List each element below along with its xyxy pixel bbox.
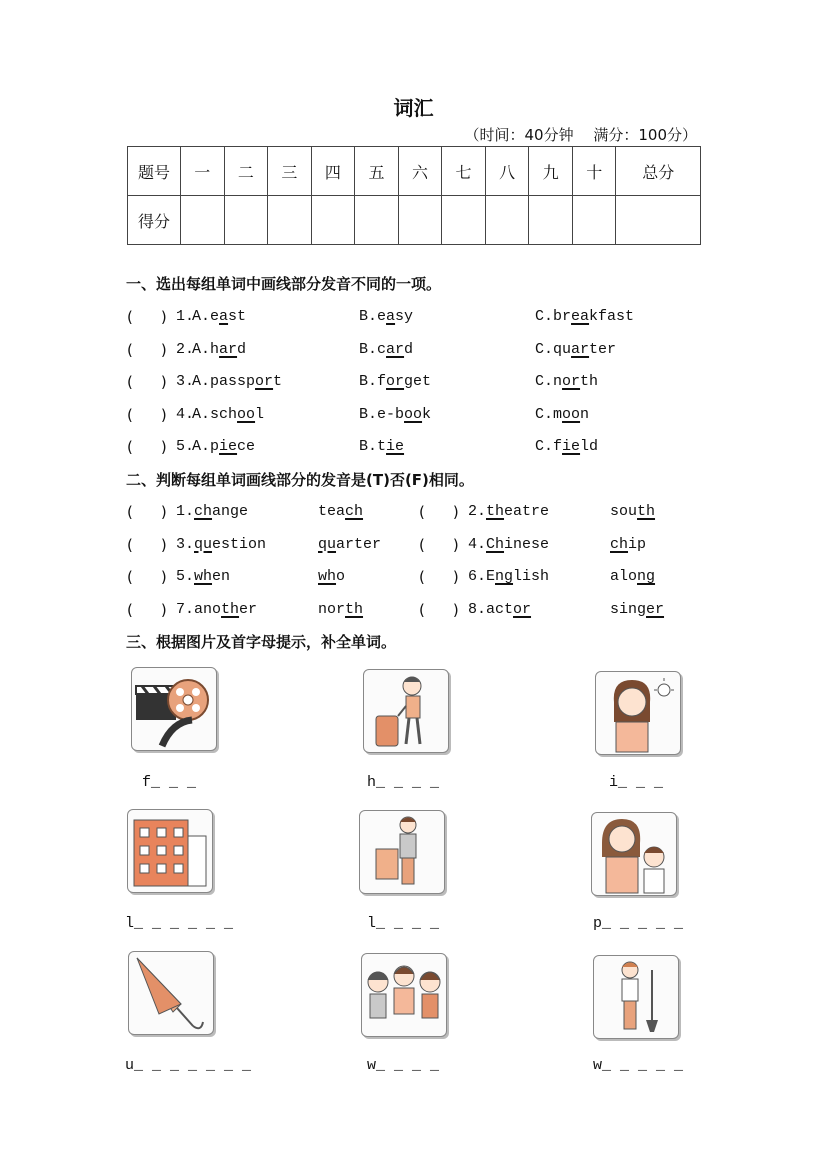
option-c xyxy=(535,438,598,455)
answer-blank[interactable] xyxy=(419,601,459,619)
item-number: 5. xyxy=(176,568,195,585)
underlined-part: er xyxy=(646,600,665,618)
word-part: t xyxy=(377,438,387,455)
paren-close: ) xyxy=(160,340,167,359)
word-2 xyxy=(318,503,363,520)
word-part: m xyxy=(553,405,563,423)
option-letter: C. xyxy=(535,308,554,325)
hint-5: l_ _ _ _ xyxy=(367,915,440,932)
paren-open: ( xyxy=(127,503,133,521)
underlined-part: oo xyxy=(237,405,256,423)
option-c xyxy=(535,341,616,358)
mother-and-child-icon xyxy=(591,812,677,896)
score-cell[interactable] xyxy=(268,196,312,245)
word-part: qu xyxy=(553,340,572,358)
paren-open: ( xyxy=(419,568,425,586)
underlined-part: ie xyxy=(386,438,405,455)
word-part: alo xyxy=(610,568,638,585)
option-letter: B. xyxy=(359,373,378,390)
score-cell[interactable] xyxy=(529,196,573,245)
underlined-part: ch xyxy=(610,535,629,553)
item-number: 3. xyxy=(176,373,195,390)
option-letter: B. xyxy=(359,438,378,455)
option-letter: C. xyxy=(535,340,554,358)
score-table-header-cell: 九 xyxy=(529,147,573,196)
paren-close: ) xyxy=(160,503,167,521)
score-table-score-row xyxy=(128,196,701,245)
word-part: inese xyxy=(504,535,550,553)
word-1 xyxy=(486,601,531,618)
word-part: er xyxy=(239,600,258,618)
option-letter: A. xyxy=(192,438,211,455)
item-number: 3. xyxy=(176,535,195,553)
word-part: c xyxy=(377,340,387,358)
word-part: sch xyxy=(210,405,238,423)
section1-heading: 一、选出每组单词中画线部分发音不同的一项。 xyxy=(126,275,442,293)
time-and-score-info: （时间：40分钟 满分：100分） xyxy=(464,126,697,144)
paren-open: ( xyxy=(127,308,133,326)
word-part: tea xyxy=(318,503,346,520)
word-part: sou xyxy=(610,503,638,520)
option-a xyxy=(192,438,255,455)
score-cell[interactable] xyxy=(311,196,355,245)
word-1 xyxy=(194,536,266,553)
option-letter: A. xyxy=(192,373,211,390)
option-b xyxy=(359,406,431,423)
option-c xyxy=(535,406,589,423)
section2-heading: 二、判断每组单词画线部分的发音是(T)否(F)相同。 xyxy=(126,471,474,489)
underlined-part: qu xyxy=(194,535,213,553)
option-letter: A. xyxy=(192,308,211,325)
word-1 xyxy=(486,536,549,553)
answer-blank[interactable] xyxy=(419,536,459,554)
underlined-part: ch xyxy=(345,503,364,520)
word-part: f xyxy=(553,438,563,455)
underlined-part: ar xyxy=(219,340,238,358)
hint-2: h_ _ _ _ xyxy=(367,774,440,791)
underlined-part: th xyxy=(345,600,364,618)
underlined-part: ar xyxy=(386,340,405,358)
word-part: d xyxy=(404,340,414,358)
paren-close: ) xyxy=(452,600,459,619)
item-number: 4. xyxy=(468,535,487,553)
paren-close: ) xyxy=(452,535,459,554)
word-part: ce xyxy=(237,438,256,455)
hint-4: l_ _ _ _ _ _ xyxy=(125,915,234,932)
word-part: ld xyxy=(580,438,599,455)
underlined-part: th xyxy=(486,503,505,520)
answer-blank[interactable] xyxy=(127,438,167,456)
word-1 xyxy=(486,568,549,585)
answer-blank[interactable] xyxy=(127,341,167,359)
answer-blank[interactable] xyxy=(127,308,167,326)
option-letter: C. xyxy=(535,438,554,455)
underlined-part: ie xyxy=(219,438,238,455)
word-part: t xyxy=(273,373,283,390)
hint-6: p_ _ _ _ _ xyxy=(593,915,684,932)
underlined-part: qu xyxy=(318,535,337,553)
word-part: lish xyxy=(513,568,550,585)
item-number: 8. xyxy=(468,600,487,618)
underlined-part: wh xyxy=(194,568,213,585)
word-part: kfast xyxy=(589,308,635,325)
answer-blank[interactable] xyxy=(127,536,167,554)
option-c xyxy=(535,308,634,325)
word-2 xyxy=(610,568,655,585)
answer-blank[interactable] xyxy=(127,601,167,619)
word-2 xyxy=(318,568,345,585)
option-letter: A. xyxy=(192,340,211,358)
score-cell[interactable] xyxy=(442,196,486,245)
paren-open: ( xyxy=(127,438,133,456)
word-1 xyxy=(194,568,230,585)
score-table-header-cell: 六 xyxy=(398,147,442,196)
word-2 xyxy=(610,601,664,618)
word-part: o xyxy=(336,568,346,585)
underlined-part: ea xyxy=(571,308,590,325)
word-part: l xyxy=(255,405,265,423)
word-part: ange xyxy=(212,503,249,520)
word-part: estion xyxy=(212,535,267,553)
answer-blank[interactable] xyxy=(127,503,167,521)
score-table xyxy=(127,146,701,245)
item-number: 1. xyxy=(176,308,195,325)
item-number: 2. xyxy=(176,340,195,358)
word-part: f xyxy=(377,373,387,390)
library-building-icon xyxy=(127,809,213,893)
word-1 xyxy=(194,601,257,618)
underlined-part: ie xyxy=(562,438,581,455)
word-part: nor xyxy=(318,600,346,618)
paren-close: ) xyxy=(160,568,167,586)
option-a xyxy=(192,373,282,390)
word-part: en xyxy=(212,568,231,585)
underlined-part: th xyxy=(221,600,240,618)
score-cell[interactable] xyxy=(616,196,701,245)
word-part: th xyxy=(580,373,599,390)
three-girls-icon xyxy=(361,953,447,1037)
option-letter: B. xyxy=(359,308,378,325)
word-2 xyxy=(610,536,646,553)
word-part: e xyxy=(377,308,387,325)
score-table-header-cell: 八 xyxy=(485,147,529,196)
umbrella-icon xyxy=(128,951,214,1035)
option-letter: B. xyxy=(359,340,378,358)
word-part: p xyxy=(210,438,220,455)
option-a xyxy=(192,308,246,325)
paren-close: ) xyxy=(160,535,167,554)
underlined-part: ar xyxy=(571,340,590,358)
option-a xyxy=(192,341,246,358)
option-c xyxy=(535,373,598,390)
underlined-part: th xyxy=(637,503,656,520)
word-part: st xyxy=(228,308,247,325)
option-b xyxy=(359,308,413,325)
option-letter: C. xyxy=(535,373,554,390)
score-cell[interactable] xyxy=(398,196,442,245)
underlined-part: a xyxy=(219,308,229,325)
word-part: sing xyxy=(610,600,647,618)
hint-7: u_ _ _ _ _ _ _ xyxy=(125,1057,252,1074)
underlined-part: ng xyxy=(637,568,656,585)
paren-open: ( xyxy=(127,600,133,619)
paren-open: ( xyxy=(419,600,425,619)
option-b xyxy=(359,438,404,455)
paren-close: ) xyxy=(160,600,167,619)
word-part: e-b xyxy=(377,405,405,423)
option-a xyxy=(192,406,264,423)
word-part: E xyxy=(486,568,496,585)
underlined-part: or xyxy=(386,373,405,390)
answer-blank[interactable] xyxy=(127,406,167,424)
answer-blank[interactable] xyxy=(419,503,459,521)
word-1 xyxy=(486,503,549,520)
option-b xyxy=(359,341,413,358)
hint-3: i_ _ _ xyxy=(609,774,664,791)
underlined-part: ch xyxy=(194,503,213,520)
word-2 xyxy=(318,536,381,553)
underlined-part: oo xyxy=(404,405,423,423)
score-table-header-cell: 一 xyxy=(181,147,225,196)
paren-open: ( xyxy=(127,535,133,554)
score-table-header-cell: 七 xyxy=(442,147,486,196)
word-part: eatre xyxy=(504,503,550,520)
girl-with-suitcase-icon xyxy=(363,669,449,753)
score-table-header-cell: 五 xyxy=(355,147,399,196)
item-number: 5. xyxy=(176,438,195,455)
score-table-header-cell: 二 xyxy=(224,147,268,196)
word-part: passp xyxy=(210,373,256,390)
word-part: h xyxy=(210,340,220,358)
hint-1: f_ _ _ xyxy=(142,774,197,791)
item-number: 2. xyxy=(468,503,487,520)
paren-close: ) xyxy=(160,438,167,456)
option-b xyxy=(359,373,431,390)
word-2 xyxy=(610,503,655,520)
underlined-part: or xyxy=(562,373,581,390)
boy-with-shovel-icon xyxy=(593,955,679,1039)
word-1 xyxy=(194,503,248,520)
score-cell[interactable] xyxy=(355,196,399,245)
score-table-header-cell: 三 xyxy=(268,147,312,196)
score-table-header-row xyxy=(128,147,701,196)
answer-blank[interactable] xyxy=(127,568,167,586)
word-part: sy xyxy=(395,308,414,325)
word-part: d xyxy=(237,340,247,358)
underlined-part: or xyxy=(255,373,274,390)
score-table-header-cell: 十 xyxy=(572,147,616,196)
option-letter: C. xyxy=(535,405,554,423)
word-part: n xyxy=(580,405,590,423)
paren-close: ) xyxy=(452,503,459,521)
paren-close: ) xyxy=(452,568,459,586)
girl-with-idea-icon xyxy=(595,671,681,755)
word-part: k xyxy=(422,405,432,423)
score-cell[interactable] xyxy=(224,196,268,245)
word-part: arter xyxy=(336,535,382,553)
paren-close: ) xyxy=(160,373,167,391)
score-row-label: 得分 xyxy=(128,196,181,245)
word-part: ter xyxy=(589,340,617,358)
hint-9: w_ _ _ _ _ xyxy=(593,1057,684,1074)
hint-8: w_ _ _ _ xyxy=(367,1057,440,1074)
paren-open: ( xyxy=(419,503,425,521)
underlined-part: Ch xyxy=(486,535,505,553)
word-part: br xyxy=(553,308,572,325)
paren-open: ( xyxy=(127,405,133,424)
film-reel-icon xyxy=(131,667,217,751)
word-part: e xyxy=(210,308,220,325)
word-part: n xyxy=(553,373,563,390)
underlined-part: a xyxy=(386,308,396,325)
score-table-header-cell: 四 xyxy=(311,147,355,196)
paren-open: ( xyxy=(127,568,133,586)
paren-open: ( xyxy=(127,373,133,391)
underlined-part: oo xyxy=(562,405,581,423)
paren-open: ( xyxy=(127,340,133,359)
answer-blank[interactable] xyxy=(419,568,459,586)
word-2 xyxy=(318,601,363,618)
option-letter: B. xyxy=(359,405,378,423)
word-part: act xyxy=(486,600,514,618)
underlined-part: or xyxy=(513,600,532,618)
paren-open: ( xyxy=(419,535,425,554)
score-cell[interactable] xyxy=(572,196,616,245)
word-part: ano xyxy=(194,600,222,618)
score-cell[interactable] xyxy=(485,196,529,245)
underlined-part: ng xyxy=(495,568,514,585)
boy-with-bag-icon xyxy=(359,810,445,894)
section3-heading: 三、根据图片及首字母提示，补全单词。 xyxy=(126,633,397,651)
word-part: get xyxy=(404,373,432,390)
page-title: 词汇 xyxy=(393,96,434,120)
score-cell[interactable] xyxy=(181,196,225,245)
underlined-part: wh xyxy=(318,568,337,585)
word-part: ip xyxy=(628,535,647,553)
paren-close: ) xyxy=(160,308,167,326)
score-table-header-cell: 题号 xyxy=(128,147,181,196)
paren-close: ) xyxy=(160,405,167,424)
option-letter: A. xyxy=(192,405,211,423)
item-number: 6. xyxy=(468,568,487,585)
item-number: 1. xyxy=(176,503,195,520)
score-table-header-cell: 总分 xyxy=(616,147,701,196)
item-number: 7. xyxy=(176,600,195,618)
answer-blank[interactable] xyxy=(127,373,167,391)
item-number: 4. xyxy=(176,405,195,423)
